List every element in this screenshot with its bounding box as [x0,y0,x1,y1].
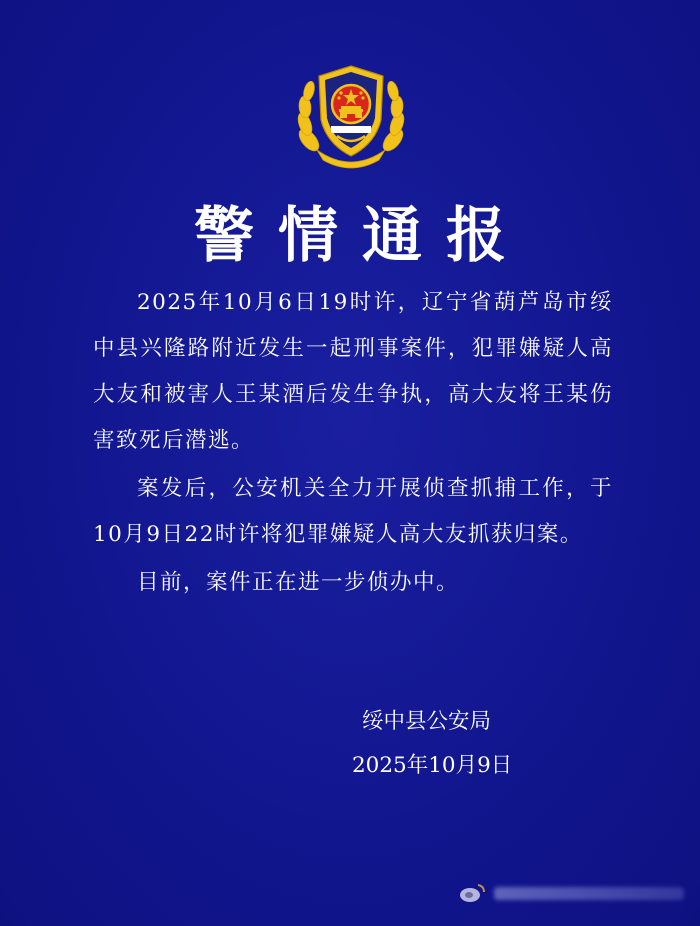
police-emblem-icon [295,62,407,172]
notice-signature [340,700,540,788]
notice-paragraph-3: 目前，案件正在进一步侦办中。 [137,570,460,595]
weibo-logo-icon [458,882,486,904]
issue-date: 2025年10月9日 [352,753,513,778]
notice-paragraph-1: 2025年10月6日19时许，辽宁省葫芦岛市绥中县兴隆路附近发生一起刑事案件，犯罪嫌疑人高大友和被害人王某酒后发生争执，高大友将王某伤害致死后潜逃。 [93,290,613,453]
weibo-watermark [458,878,688,908]
notice-paragraph-2: 案发后，公安机关全力开展侦查抓捕工作，于10月9日22时许将犯罪嫌疑人高大友抓获归案。 [93,476,613,547]
watermark-blurred-text [494,887,684,900]
notice-title: 警情通报 [194,201,530,271]
issuer-name: 绥中县公安局 [362,709,492,734]
notice-body [93,280,613,608]
